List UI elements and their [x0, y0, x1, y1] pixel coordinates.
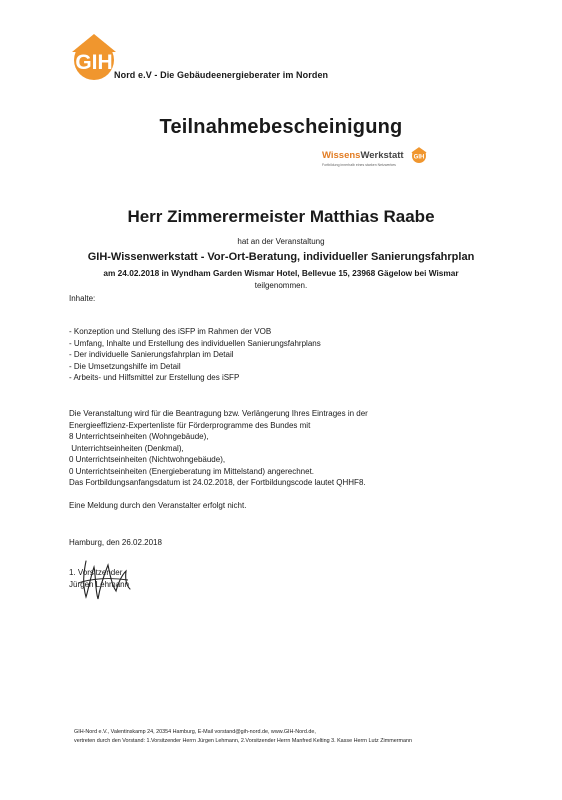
- place-date: Hamburg, den 26.02.2018: [69, 538, 162, 547]
- event-intro: hat an der Veranstaltung: [237, 237, 325, 246]
- logo-text: GIH: [75, 51, 113, 74]
- notice-text: Eine Meldung durch den Veranstalter erfolgt nicht.: [69, 501, 247, 510]
- credits-line: Das Fortbildungsanfangsdatum ist 24.02.2018, der Fortbildungscode lautet QHHF8.: [69, 478, 366, 487]
- wissenswerkstatt-logo: [322, 146, 430, 172]
- footer-line-1: GIH-Nord e.V., Valentinskamp 24, 20354 Hamburg, E-Mail vorstand@gih-nord.de, www.GIH-Nord.de,: [74, 729, 316, 735]
- recipient-name: Herr Zimmerermeister Matthias Raabe: [127, 207, 435, 226]
- credits-line: Energieeffizienz-Expertenliste für Förderprogramme des Bundes mit: [69, 420, 311, 430]
- contents-heading: Inhalte:: [69, 294, 96, 303]
- contents-list: [69, 326, 321, 384]
- credits-line: 0 Unterrichtseinheiten (Energieberatung im Mittelstand) angerechnet.: [69, 466, 315, 476]
- list-item: - Umfang, Inhalte und Erstellung des individuellen Sanierungsfahrplans: [69, 338, 321, 348]
- list-item: - Der individuelle Sanierungsfahrplan im Detail: [69, 350, 234, 359]
- participated-text: teilgenommen.: [254, 281, 308, 290]
- footer-line-2: vertreten durch den Vorstand: 1.Vorsitzender Herrn Jürgen Lehmann, 2.Vorsitzender Herrn Manfred Kelting 3. Kasse Herrn Lutz Zimmermann: [74, 738, 412, 744]
- credits-line: 0 Unterrichtseinheiten (Nichtwohngebäude),: [69, 455, 226, 464]
- signatory-role: 1. Vorsitzender: [69, 568, 123, 577]
- partner-logo-part1: Wissens: [322, 150, 361, 161]
- credits-line: Die Veranstaltung wird für die Beantragung bzw. Verlängerung Ihres Eintrages in der: [69, 409, 368, 418]
- credits-block: [69, 408, 368, 489]
- signatory-name: Jürgen Lehmann: [69, 579, 130, 589]
- handwritten-signature: [68, 553, 148, 603]
- credits-line: 8 Unterrichtseinheiten (Wohngebäude),: [69, 432, 209, 441]
- footer: [74, 728, 412, 746]
- partner-logo-mark: GIH: [413, 154, 425, 161]
- gih-logo: [68, 28, 120, 80]
- credits-line: Unterrichtseinheiten (Denkmal),: [69, 443, 184, 453]
- event-location: am 24.02.2018 in Wyndham Garden Wismar Hotel, Bellevue 15, 23968 Gägelow bei Wismar: [103, 268, 459, 278]
- header-tagline: Nord e.V - Die Gebäudeenergieberater im Norden: [114, 70, 329, 80]
- list-item: - Arbeits- und Hilfsmittel zur Erstellung des iSFP: [69, 373, 240, 382]
- page-title: Teilnahmebescheinigung: [159, 116, 403, 138]
- event-title: GIH-Wissenwerkstatt - Vor-Ort-Beratung, individueller Sanierungsfahrplan: [87, 251, 475, 263]
- partner-logo-part2: Werkstatt: [360, 150, 404, 161]
- list-item: - Konzeption und Stellung des iSFP im Rahmen der VOB: [69, 327, 272, 336]
- list-item: - Die Umsetzungshilfe im Detail: [69, 361, 181, 371]
- partner-logo-subline: Fortbildung innerhalb eines starken Netzwerkes: [322, 163, 396, 167]
